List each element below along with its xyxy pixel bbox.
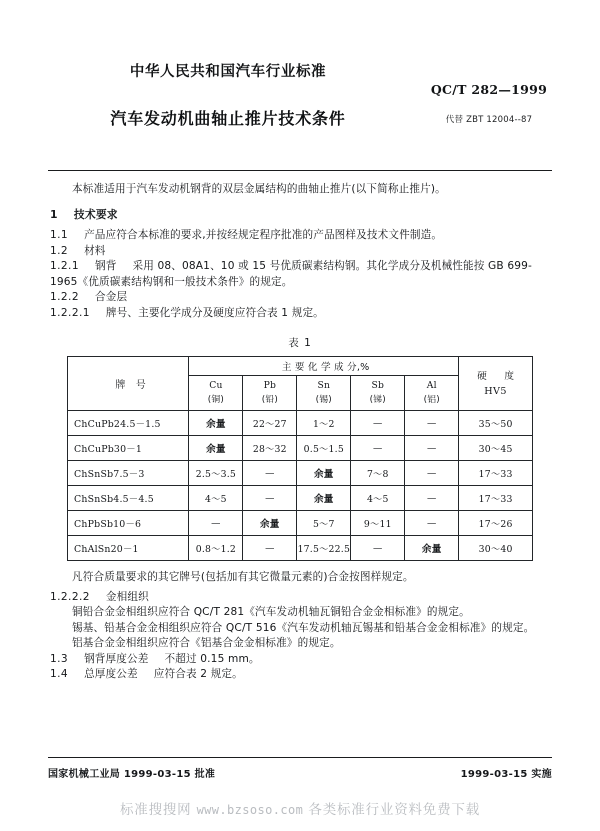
- watermark: [0, 798, 600, 818]
- table-row: [68, 536, 533, 561]
- section-1-2-2-number: 1.2.2: [50, 291, 79, 303]
- table1-wrapper: [67, 356, 533, 561]
- section-1-1: [0, 228, 600, 244]
- table1-r5-cu: 0.8～1.2: [189, 536, 243, 561]
- section-1-2: [0, 244, 600, 260]
- table1-r1-brand: ChCuPb30－1: [68, 436, 189, 461]
- section-1-title: 技术要求: [73, 207, 118, 221]
- table1-r4-sn: 5～7: [297, 511, 351, 536]
- table1: [67, 356, 533, 561]
- table1-r4-sb: 9～11: [351, 511, 405, 536]
- section-1-3: [0, 652, 600, 668]
- table1-r0-hv5: 35～50: [459, 411, 533, 436]
- table1-r3-pb: —: [243, 486, 297, 511]
- footer-approval: 国家机械工业局 1999-03-15 批准: [48, 769, 216, 780]
- table1-col-hardness: [459, 357, 533, 411]
- section-1-2-2-1: [0, 306, 600, 322]
- section-1-4-text: 应符合表 2 规定。: [153, 668, 243, 680]
- table1-col-composition-group: 主 要 化 学 成 分,%: [189, 357, 459, 376]
- table-row: [68, 461, 533, 486]
- table1-r2-hv5: 17～33: [459, 461, 533, 486]
- watermark-suffix: 各类标准行业资料免费下载: [308, 802, 481, 818]
- table1-r2-al: —: [405, 461, 459, 486]
- table1-r5-brand: ChAlSn20－1: [68, 536, 189, 561]
- table1-al-symbol: Al: [426, 380, 437, 391]
- table1-r5-al: 余量: [405, 536, 459, 561]
- section-1-2-2-1-text: 牌号、主要化学成分及硬度应符合表 1 规定。: [105, 306, 324, 319]
- table1-r3-cu: 4～5: [189, 486, 243, 511]
- table1-r1-cu: 余量: [189, 436, 243, 461]
- scope-paragraph: 本标准适用于汽车发动机钢背的双层金属结构的曲轴止推片(以下简称止推片)。: [72, 183, 446, 195]
- table1-r0-sn: 1～2: [297, 411, 351, 436]
- metallography-aluminium-base: 铝基合金金相组织应符合《铝基合金金相标准》的规定。: [72, 637, 341, 649]
- table1-r4-pb: 余量: [243, 511, 297, 536]
- section-1-2-1: [0, 259, 600, 290]
- table1-r2-sb: 7～8: [351, 461, 405, 486]
- issuing-organization: 中华人民共和国汽车行业标准: [129, 64, 327, 80]
- table1-al-name: (铝): [423, 395, 440, 405]
- table-row: [68, 511, 533, 536]
- section-1-heading: [0, 207, 600, 223]
- table1-r4-cu: —: [189, 511, 243, 536]
- watermark-url: www.bzsoso.com: [196, 803, 304, 817]
- standard-replaces: 代替 ZBT 12004--87: [445, 115, 533, 125]
- table1-col-sb: [351, 376, 405, 411]
- footer-implementation: 1999-03-15 实施: [460, 769, 552, 780]
- section-1-number: 1: [50, 207, 58, 221]
- section-1-2-number: 1.2: [50, 244, 69, 257]
- header-divider-rule: [48, 170, 552, 171]
- table1-r1-sb: —: [351, 436, 405, 461]
- table1-r3-hv5: 17～33: [459, 486, 533, 511]
- section-1-2-2-text: 合金层: [94, 291, 128, 303]
- section-1-3-text: 不超过 0.15 mm。: [164, 652, 260, 665]
- header-title-block: [48, 60, 408, 129]
- metallography-copper-lead: 铜铅合金金相组织应符合 QC/T 281《汽车发动机轴瓦铜铅合金金相标准》的规定。: [72, 606, 470, 618]
- table1-r0-brand: ChCuPb24.5－1.5: [68, 411, 189, 436]
- table1-pb-symbol: Pb: [263, 380, 277, 391]
- table1-note: 凡符合质量要求的其它牌号(包括加有其它微量元素的)合金按图样规定。: [72, 571, 414, 583]
- section-1-1-number: 1.1: [50, 229, 69, 241]
- table1-r4-brand: ChPbSb10－6: [68, 511, 189, 536]
- table1-cu-symbol: Cu: [209, 380, 223, 391]
- table1-r1-sn: 0.5～1.5: [297, 436, 351, 461]
- table1-r2-cu: 2.5～3.5: [189, 461, 243, 486]
- table1-sb-name: (锑): [369, 395, 386, 405]
- section-1-3-number: 1.3: [50, 652, 69, 665]
- table1-r5-sb: —: [351, 536, 405, 561]
- table-row: [68, 486, 533, 511]
- table1-col-cu: [189, 376, 243, 411]
- section-1-2-2: [0, 290, 600, 306]
- metallography-tin-lead-base: 锡基、铅基合金金相组织应符合 QC/T 516《汽车发动机轴瓦锡基和铅基合金金相标准》的规定。: [72, 621, 535, 634]
- section-1-4: [0, 667, 600, 683]
- section-1-3-label: 钢背厚度公差: [84, 652, 149, 665]
- header-standard-block: [414, 82, 564, 125]
- table1-col-pb: [243, 376, 297, 411]
- table1-r4-al: —: [405, 511, 459, 536]
- table1-caption: 表 1: [288, 337, 312, 349]
- footer-divider-rule: [48, 757, 552, 758]
- section-1-2-text: 材料: [84, 244, 106, 257]
- section-1-2-2-2: [0, 590, 600, 606]
- table1-col-al: [405, 376, 459, 411]
- table1-col-brand: 牌 号: [68, 357, 189, 411]
- table1-hardness-line2: HV5: [484, 385, 507, 397]
- table1-r3-sn: 余量: [297, 486, 351, 511]
- table1-cu-name: (铜): [207, 395, 225, 405]
- table1-body: [68, 411, 533, 561]
- table1-sn-name: (锡): [315, 395, 332, 405]
- table1-r0-al: —: [405, 411, 459, 436]
- table1-pb-name: (铅): [261, 395, 278, 405]
- document-footer: [48, 765, 552, 780]
- table1-r5-pb: —: [243, 536, 297, 561]
- section-1-2-2-2-text: 金相组织: [105, 590, 149, 603]
- table1-r2-brand: ChSnSb7.5－3: [68, 461, 189, 486]
- table-row: [68, 411, 533, 436]
- section-1-2-2-2-number: 1.2.2.2: [50, 590, 90, 603]
- table1-r1-pb: 28～32: [243, 436, 297, 461]
- table1-r5-hv5: 30～40: [459, 536, 533, 561]
- document-title: 汽车发动机曲轴止推片技术条件: [110, 109, 346, 128]
- section-1-2-1-label: 钢背: [94, 260, 117, 272]
- table1-r3-brand: ChSnSb4.5－4.5: [68, 486, 189, 511]
- section-1-4-label: 总厚度公差: [84, 668, 138, 680]
- table1-header-row-1: [68, 357, 533, 376]
- document-header: [0, 0, 600, 160]
- table1-r2-pb: —: [243, 461, 297, 486]
- table1-r0-cu: 余量: [189, 411, 243, 436]
- table1-r1-al: —: [405, 436, 459, 461]
- table1-r2-sn: 余量: [297, 461, 351, 486]
- section-1-2-1-number: 1.2.1: [50, 260, 79, 272]
- standard-number: QC/T 282—1999: [430, 82, 548, 97]
- table1-sn-symbol: Sn: [317, 380, 331, 391]
- table1-r0-sb: —: [351, 411, 405, 436]
- table1-r4-hv5: 17～26: [459, 511, 533, 536]
- table1-r3-al: —: [405, 486, 459, 511]
- document-body: [0, 182, 600, 683]
- table1-col-sn: [297, 376, 351, 411]
- table1-head: [68, 357, 533, 411]
- watermark-prefix: 标准搜搜网: [119, 802, 192, 818]
- section-1-2-2-1-number: 1.2.2.1: [50, 306, 90, 319]
- section-1-1-text: 产品应符合本标准的要求,并按经规定程序批准的产品图样及技术文件制造。: [84, 229, 443, 241]
- table1-r1-hv5: 30～45: [459, 436, 533, 461]
- table1-r5-sn: 17.5～22.5: [297, 536, 351, 561]
- table1-sb-symbol: Sb: [371, 380, 385, 391]
- table1-hardness-line1: 硬 度: [477, 370, 518, 382]
- table1-r0-pb: 22～27: [243, 411, 297, 436]
- section-1-2-1-text: 采用 08、08A1、10 或 15 号优质碳素结构钢。其化学成分及机械性能按 GB 699-1965《优质碳素结构钢和一般技术条件》的规定。: [50, 260, 532, 288]
- table-row: [68, 436, 533, 461]
- table1-r3-sb: 4～5: [351, 486, 405, 511]
- section-1-4-number: 1.4: [50, 668, 69, 680]
